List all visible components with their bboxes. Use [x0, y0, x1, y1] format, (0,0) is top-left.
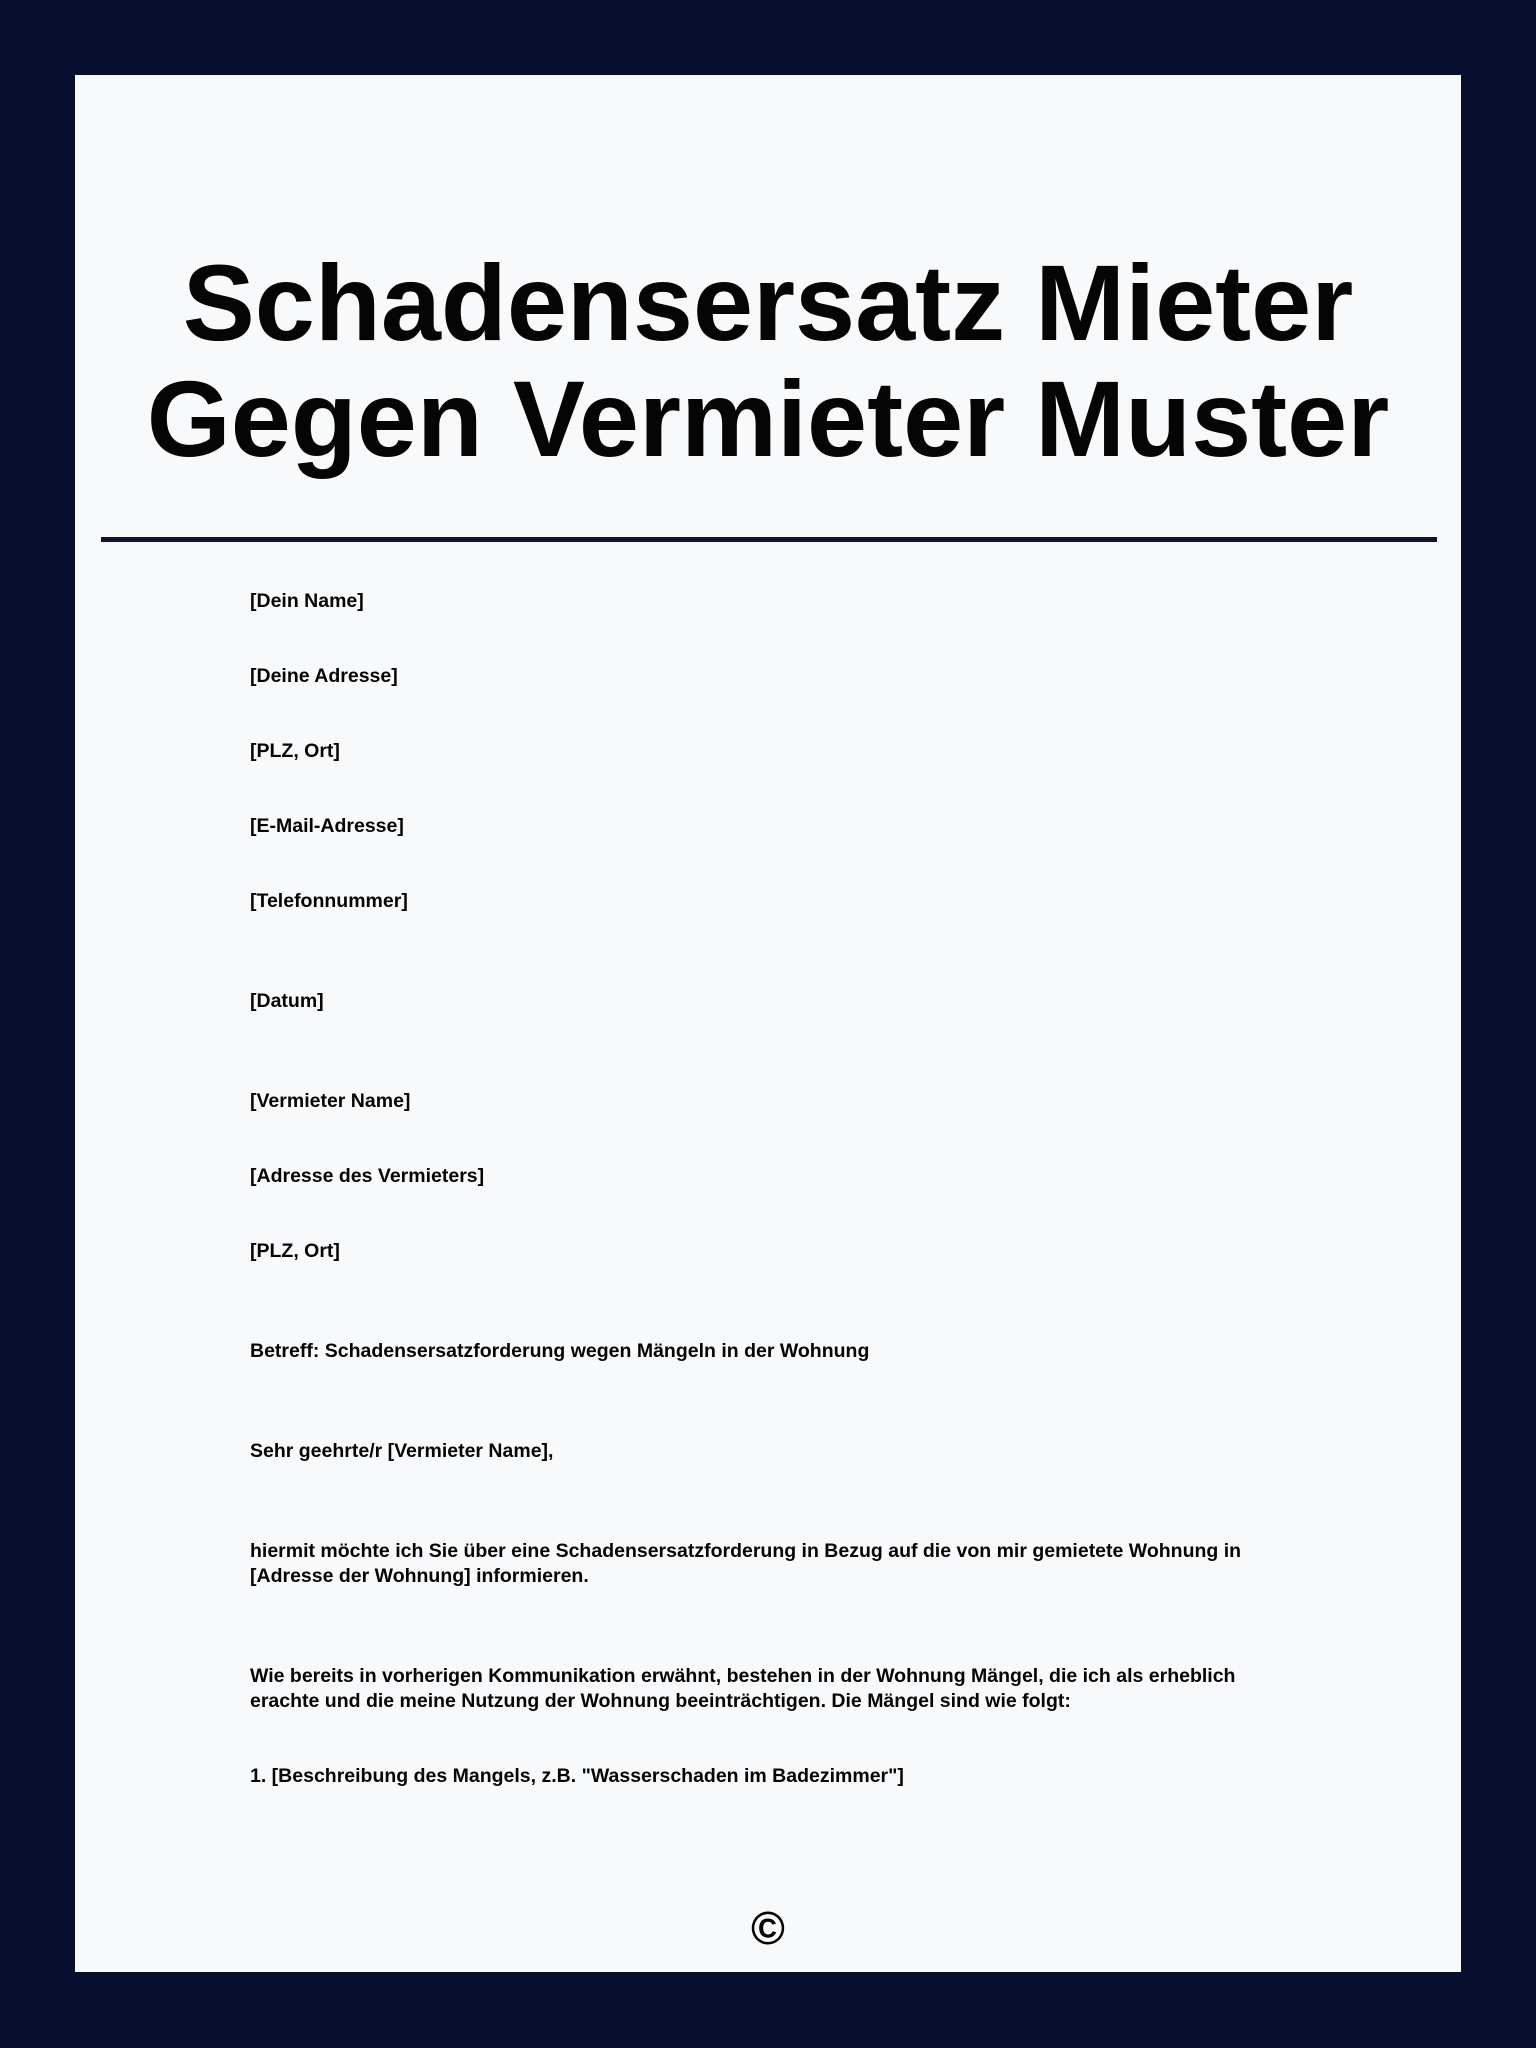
document-title: Schadensersatz Mieter Gegen Vermieter Muster — [146, 242, 1390, 479]
defects-paragraph: Wie bereits in vorherigen Kommunikation erwähnt, bestehen in der Wohnung Mängel, die ich als erheblich erachte und die meine Nutzung der Wohnung beeinträchtigen. Die Mängel sind wie folgt: — [250, 1665, 1236, 1712]
sender-address: [Deine Adresse] — [250, 665, 398, 687]
recipient-address: [Adresse des Vermieters] — [250, 1165, 485, 1187]
title-divider — [101, 537, 1437, 542]
defect-item: 1. [Beschreibung des Mangels, z.B. "Wasserschaden im Badezimmer"] — [250, 1765, 904, 1787]
recipient-zip-city: [PLZ, Ort] — [250, 1240, 340, 1262]
letter-subject: Betreff: Schadensersatzforderung wegen Mängeln in der Wohnung — [250, 1340, 870, 1362]
sender-email: [E-Mail-Adresse] — [250, 815, 404, 837]
letter-salutation: Sehr geehrte/r [Vermieter Name], — [250, 1440, 554, 1462]
copyright-icon: © — [751, 1902, 785, 1954]
intro-paragraph: hiermit möchte ich Sie über eine Schadensersatzforderung in Bezug auf die von mir gemietete Wohnung in [Adresse der Wohnung] informieren. — [250, 1540, 1242, 1587]
recipient-name: [Vermieter Name] — [250, 1090, 411, 1112]
letter-date: [Datum] — [250, 990, 324, 1012]
sender-phone: [Telefonnummer] — [250, 890, 408, 912]
sender-name: [Dein Name] — [250, 590, 364, 612]
sender-zip-city: [PLZ, Ort] — [250, 740, 340, 762]
